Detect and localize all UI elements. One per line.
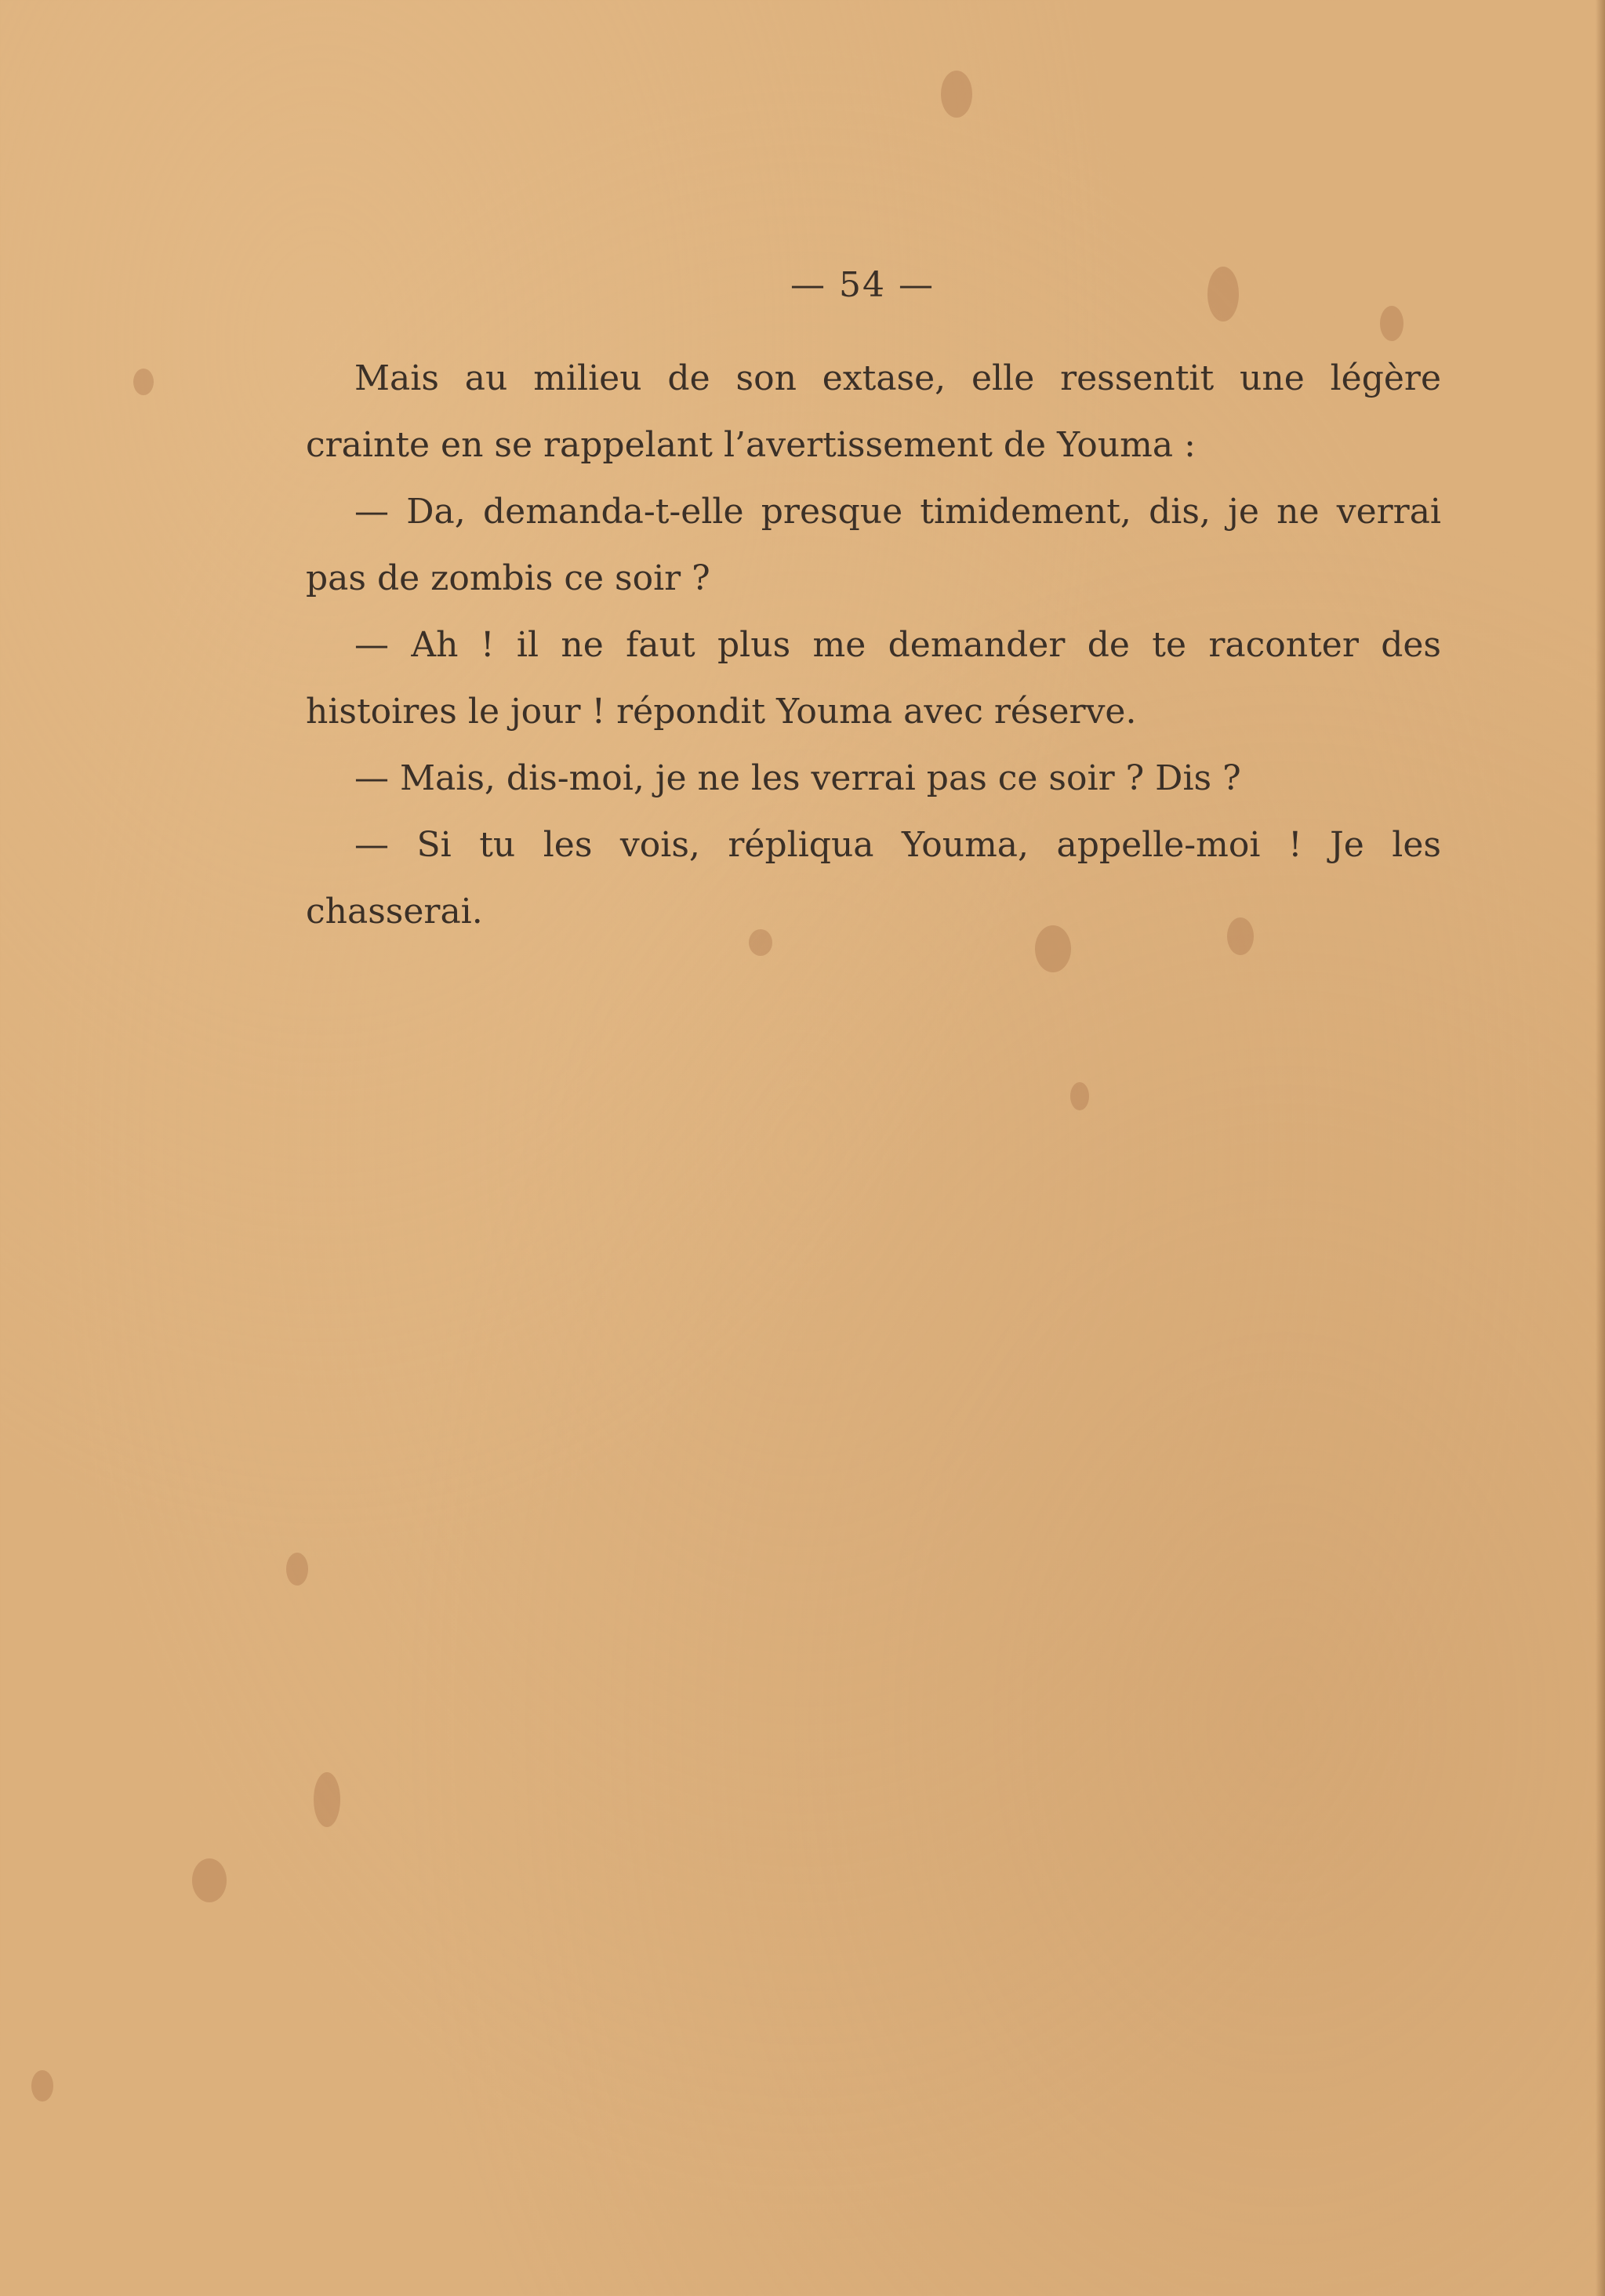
foxing-spot	[286, 1553, 308, 1586]
foxing-spot	[1380, 306, 1403, 341]
paragraph: — Mais, dis-moi, je ne les verrai pas ce soir ? Dis ?	[354, 758, 1241, 798]
paragraph: — Da, demanda-t-elle presque timidement, dis, je ne verrai pas de zombis ce soir ?	[306, 492, 1441, 598]
foxing-spot	[192, 1858, 227, 1902]
foxing-spot	[133, 369, 154, 395]
paragraph: — Si tu les vois, répliqua Youma, appelle-moi ! Je les chasserai.	[306, 825, 1441, 932]
foxing-spot	[31, 2070, 53, 2102]
paragraph: Mais au milieu de son extase, elle ressentit une légère crainte en se rappelant l’avertissement de Youma :	[306, 358, 1441, 465]
page-number: — 54 —	[790, 265, 935, 305]
foxing-spot	[1070, 1082, 1089, 1110]
paragraph: — Ah ! il ne faut plus me demander de te raconter des histoires le jour ! répondit Youma avec réserve.	[306, 625, 1441, 732]
body-text	[306, 345, 1441, 945]
foxing-spot	[941, 71, 972, 118]
page-edge-shadow	[1596, 0, 1605, 2296]
foxing-spot	[314, 1772, 340, 1827]
